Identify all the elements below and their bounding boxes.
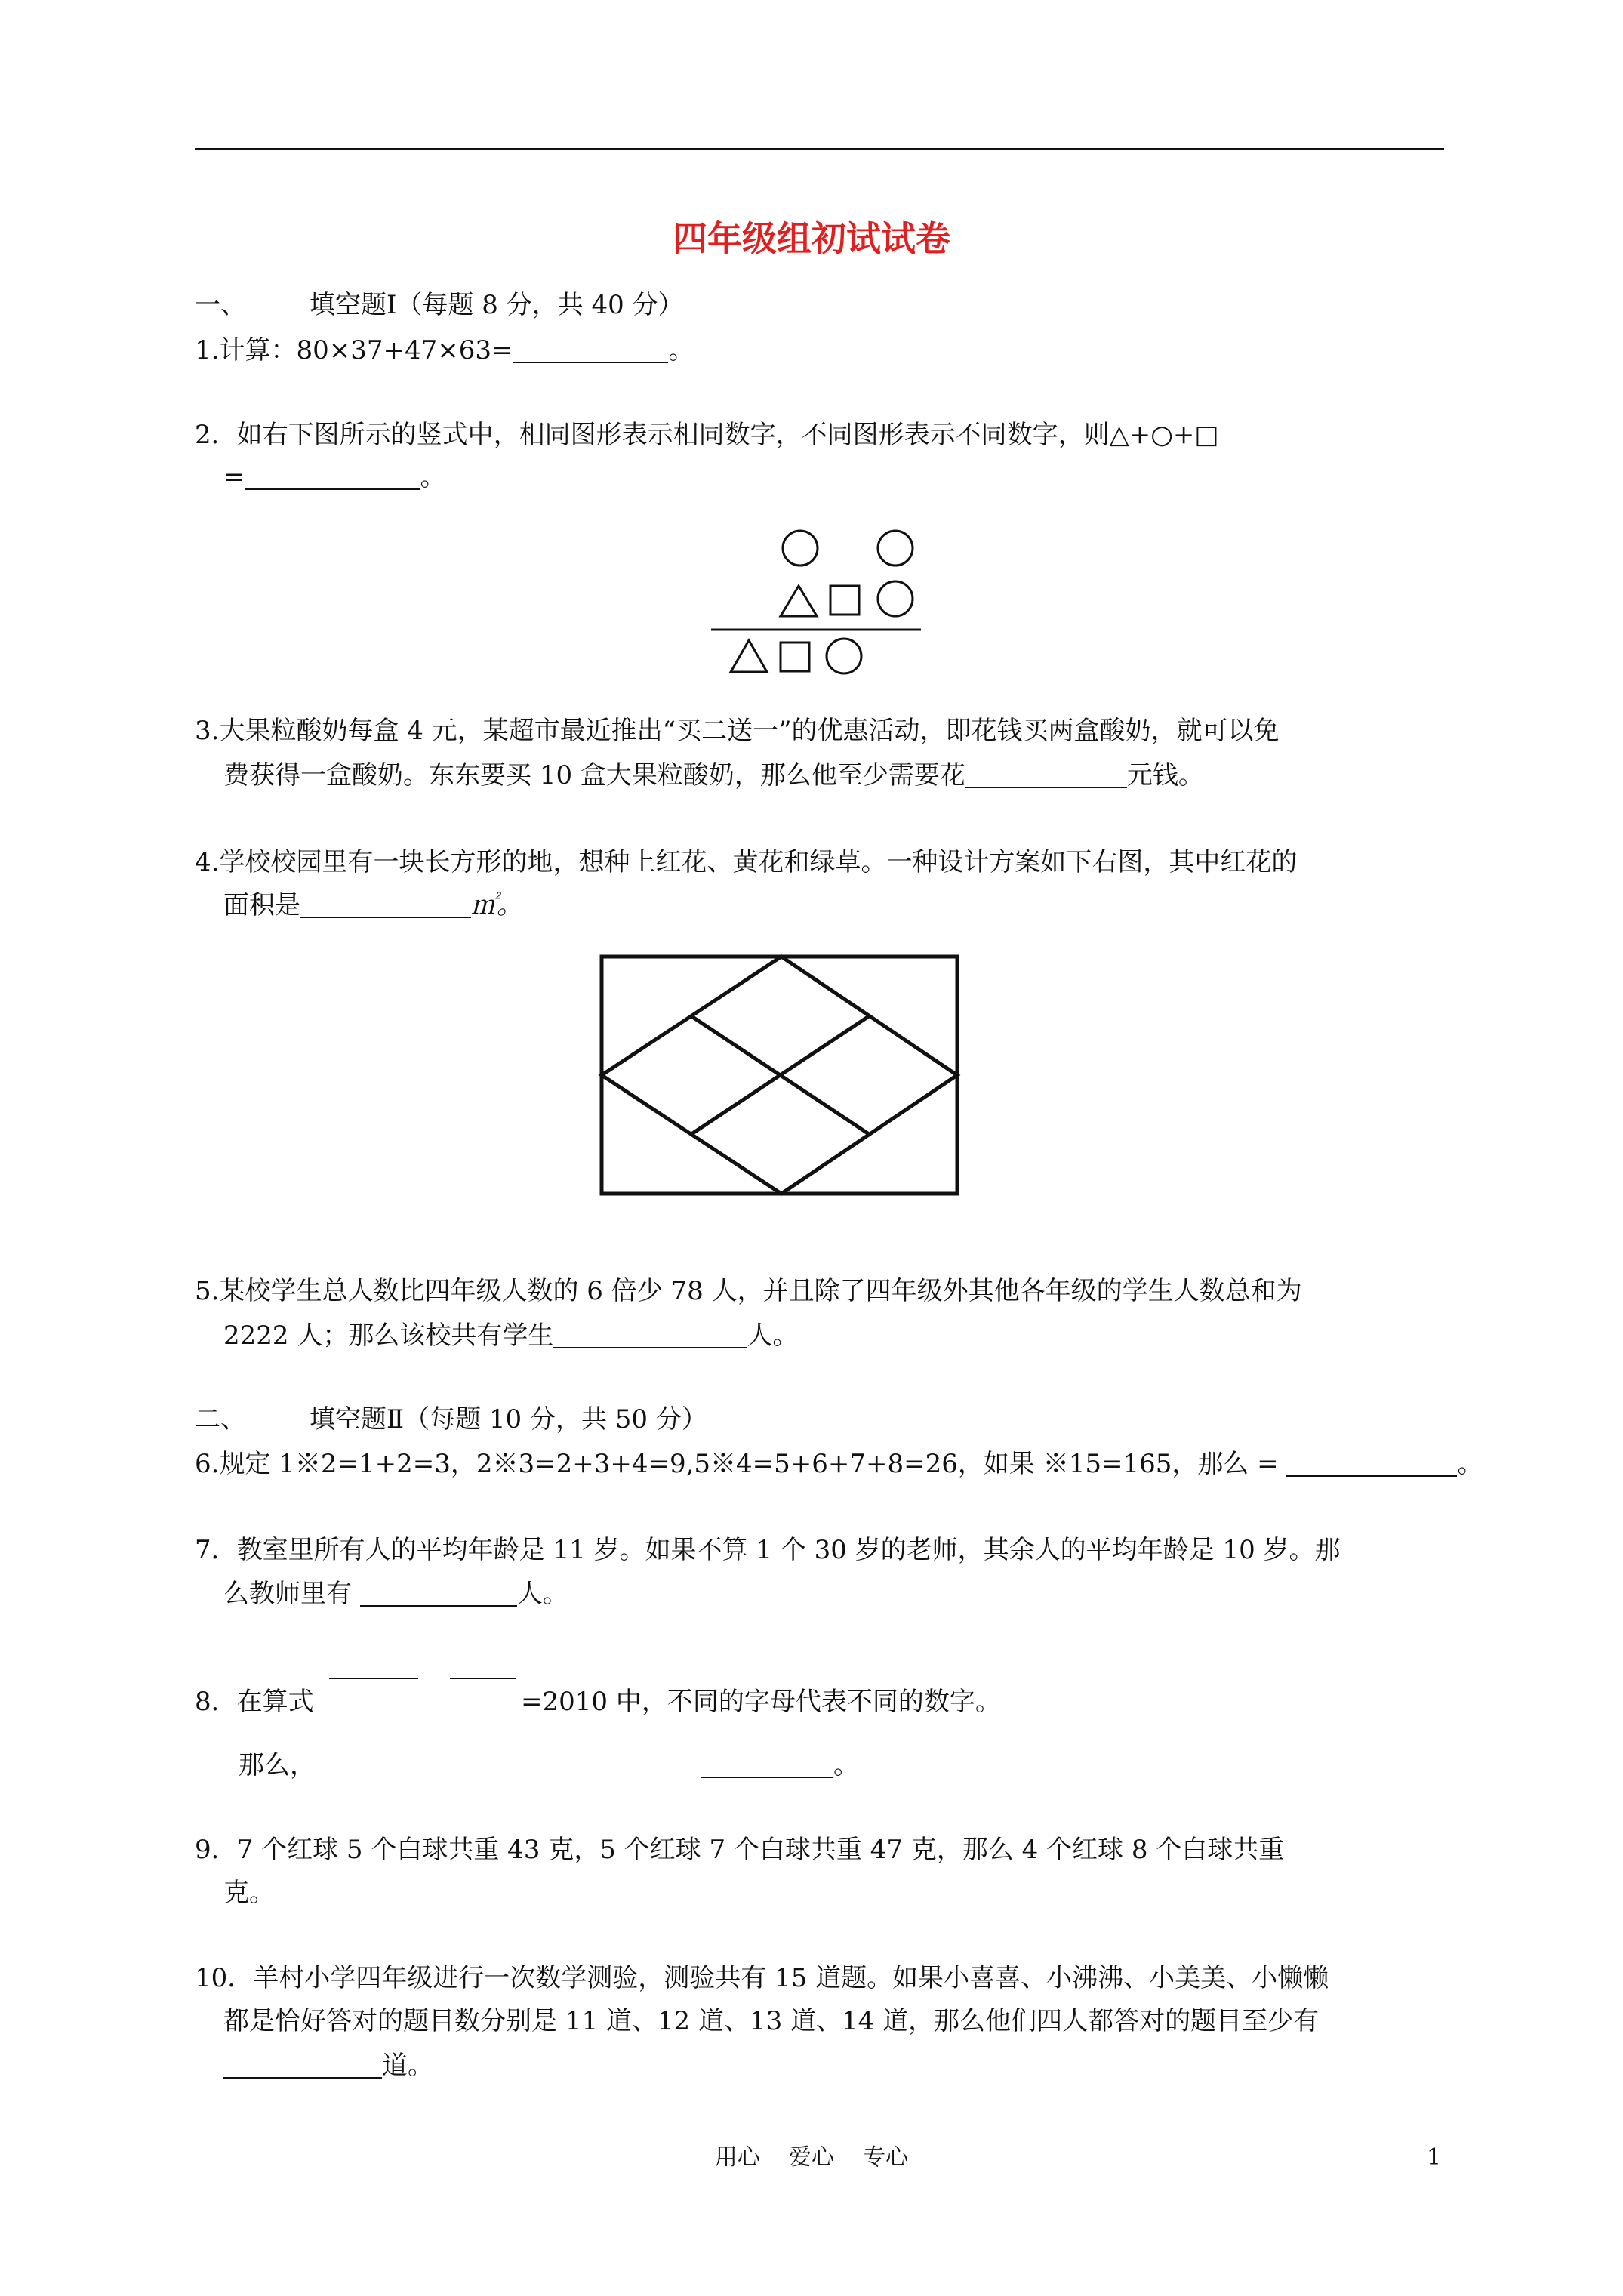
circle-shape	[783, 531, 818, 566]
answer-blank-1[interactable]	[513, 339, 668, 363]
answer-blank-4[interactable]	[300, 894, 471, 918]
question-1	[195, 335, 694, 365]
question-9-line1: 9．7 个红球 5 个白球共重 43 克，5 个红球 7 个白球共重 47 克，那么 4 个红球 8 个白球共重	[195, 1835, 1285, 1865]
question-10-line3	[223, 2051, 433, 2081]
question-4-line2	[223, 890, 522, 920]
square-shape	[830, 586, 859, 615]
question-8-period: 。	[833, 1750, 859, 1780]
answer-blank-7[interactable]	[360, 1583, 517, 1607]
area-unit: ㎡。	[471, 890, 522, 920]
question-2-line1: 2．如右下图所示的竖式中，相同图形表示相同数字，不同图形表示不同数字，则△+○+□	[195, 420, 1219, 450]
circle-shape	[878, 581, 913, 616]
triangle-shape	[781, 586, 817, 616]
square-shape	[781, 643, 809, 671]
question-7-text: 么教师里有	[223, 1579, 360, 1609]
question-8-start: 8．在算式	[195, 1687, 314, 1717]
overline-term-2	[450, 1678, 516, 1679]
question-10-line1: 10．羊村小学四年级进行一次数学测验，测验共有 15 道题。如果小喜喜、小沸沸、小美美、小懒懒	[195, 1963, 1329, 1993]
answer-blank-2[interactable]	[245, 466, 420, 490]
question-5-line1: 5.某校学生总人数比四年级人数的 6 倍少 78 人，并且除了四年级外其他各年级的学生人数总和为	[195, 1276, 1302, 1306]
section1-number: 一、	[195, 290, 246, 320]
question-5-line2	[223, 1321, 798, 1351]
question-8-answer	[701, 1750, 859, 1780]
question-6-end: 。	[1457, 1449, 1483, 1479]
circle-shape	[827, 639, 861, 673]
answer-blank-5[interactable]	[553, 1324, 747, 1348]
question-1-end: 。	[668, 335, 694, 365]
question-6	[195, 1449, 1483, 1479]
triangle-shape	[731, 640, 767, 672]
footer-motto: 用心 爱心 专心	[714, 2144, 909, 2171]
question-10-line2: 都是恰好答对的题目数分别是 11 道、12 道、13 道、14 道，那么他们四人都答对的题目至少有	[223, 2006, 1320, 2036]
answer-blank-6[interactable]	[1286, 1453, 1457, 1477]
answer-blank-3[interactable]	[965, 764, 1127, 788]
section2-number: 二、	[195, 1404, 246, 1435]
question-4-line1: 4.学校校园里有一块长方形的地，想种上红花、黄花和绿草。一种设计方案如下右图，其中红花的	[195, 847, 1298, 877]
section2-title: 填空题Ⅱ（每题 10 分，共 50 分）	[310, 1404, 707, 1435]
overline-term-1	[329, 1678, 418, 1679]
question-3-text: 费获得一盒酸奶。东东要买 10 盒大果粒酸奶，那么他至少需要花	[223, 760, 965, 791]
header-rule	[195, 148, 1444, 150]
question-5-end: 人。	[747, 1321, 799, 1351]
question-3-line2	[223, 760, 1204, 791]
question-10-end: 道。	[382, 2051, 433, 2081]
question-8-line2: 那么，	[239, 1750, 316, 1780]
section1-title: 填空题Ⅰ（每题 8 分，共 40 分）	[310, 290, 684, 320]
question-2-equals: =	[223, 462, 245, 492]
shape-addition-figure	[702, 525, 929, 684]
question-2-end: 。	[420, 462, 446, 492]
question-9-line2: 克。	[223, 1878, 275, 1908]
circle-shape	[878, 531, 913, 566]
page-title: 四年级组初试试卷	[673, 218, 950, 259]
question-8-end: =2010 中，不同的字母代表不同的数字。	[521, 1687, 1001, 1717]
page-number: 1	[1427, 2144, 1442, 2171]
question-7-line1: 7．教室里所有人的平均年龄是 11 岁。如果不算 1 个 30 岁的老师，其余人的平均年龄是 10 岁。那	[195, 1535, 1341, 1565]
question-6-text: 6.规定 1※2=1+2=3，2※3=2+3+4=9,5※4=5+6+7+8=26，如果 ※15=165，那么 =	[195, 1449, 1287, 1479]
question-2-line2	[223, 462, 446, 492]
question-3-line1: 3.大果粒酸奶每盒 4 元，某超市最近推出“买二送一”的优惠活动，即花钱买两盒酸奶，就可以免	[195, 716, 1280, 746]
question-3-end: 元钱。	[1126, 760, 1204, 791]
garden-rectangle-figure	[599, 954, 962, 1196]
question-4-text: 面积是	[223, 890, 300, 920]
question-5-text: 2222 人；那么该校共有学生	[223, 1321, 554, 1351]
question-7-end: 人。	[516, 1579, 568, 1609]
question-7-line2	[223, 1579, 568, 1609]
question-1-text: 1.计算：80×37+47×63=	[195, 335, 513, 365]
answer-blank-10[interactable]	[223, 2054, 382, 2079]
answer-blank-8[interactable]	[701, 1754, 833, 1778]
